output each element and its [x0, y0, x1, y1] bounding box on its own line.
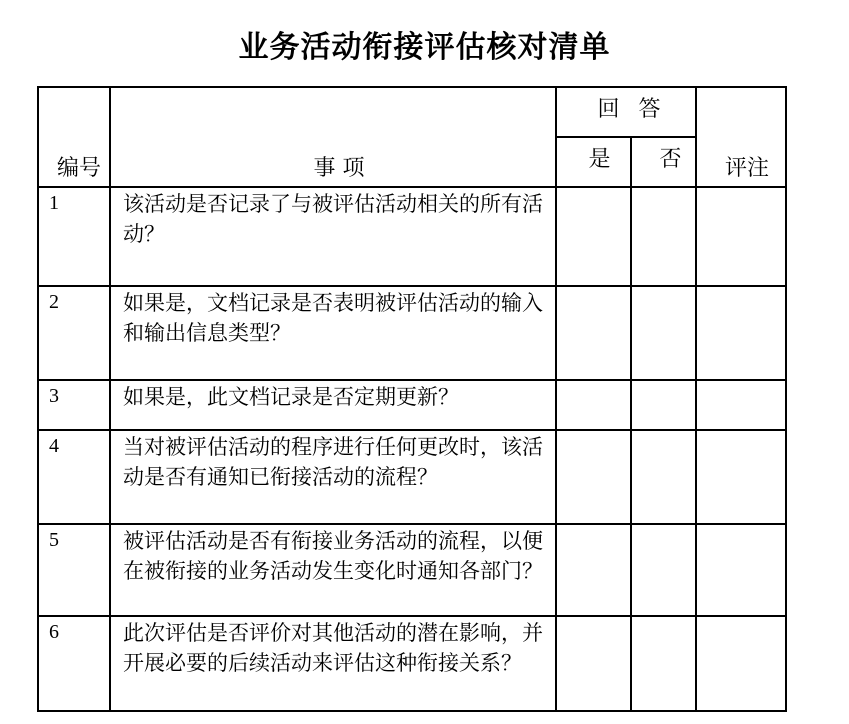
header-note: 评注 — [696, 87, 786, 187]
answer-no-cell[interactable] — [631, 380, 696, 430]
note-cell[interactable] — [696, 380, 786, 430]
answer-no-cell[interactable] — [631, 430, 696, 524]
note-cell[interactable] — [696, 524, 786, 616]
table-row — [38, 286, 786, 380]
header-answer: 回 答 — [556, 87, 696, 137]
answer-yes-cell[interactable] — [556, 616, 631, 711]
table-row — [38, 524, 786, 616]
header-item: 事 项 — [110, 87, 556, 187]
table-row — [38, 380, 786, 430]
answer-yes-cell[interactable] — [556, 380, 631, 430]
header-number: 编号 — [38, 87, 110, 187]
answer-no-cell[interactable] — [631, 524, 696, 616]
row-item: 此次评估是否评价对其他活动的潜在影响，并开展必要的后续活动来评估这种衔接关系？ — [110, 616, 556, 711]
note-cell[interactable] — [696, 430, 786, 524]
note-cell[interactable] — [696, 616, 786, 711]
answer-yes-cell[interactable] — [556, 286, 631, 380]
answer-no-cell[interactable] — [631, 286, 696, 380]
row-number: 4 — [38, 430, 110, 524]
row-item: 该活动是否记录了与被评估活动相关的所有活动？ — [110, 187, 556, 286]
note-cell[interactable] — [696, 187, 786, 286]
row-number: 1 — [38, 187, 110, 286]
table-row — [38, 616, 786, 711]
row-item: 如果是，文档记录是否表明被评估活动的输入和输出信息类型？ — [110, 286, 556, 380]
answer-no-cell[interactable] — [631, 187, 696, 286]
checklist-table — [37, 86, 787, 712]
table-row — [38, 430, 786, 524]
row-number: 5 — [38, 524, 110, 616]
header-yes: 是 — [556, 137, 631, 187]
answer-yes-cell[interactable] — [556, 524, 631, 616]
row-number: 3 — [38, 380, 110, 430]
answer-no-cell[interactable] — [631, 616, 696, 711]
row-item: 如果是，此文档记录是否定期更新？ — [110, 380, 556, 430]
header-no: 否 — [631, 137, 696, 187]
row-number: 2 — [38, 286, 110, 380]
row-item: 当对被评估活动的程序进行任何更改时，该活动是否有通知已衔接活动的流程？ — [110, 430, 556, 524]
answer-yes-cell[interactable] — [556, 430, 631, 524]
note-cell[interactable] — [696, 286, 786, 380]
table-row — [38, 187, 786, 286]
answer-yes-cell[interactable] — [556, 187, 631, 286]
row-item: 被评估活动是否有衔接业务活动的流程，以便在被衔接的业务活动发生变化时通知各部门？ — [110, 524, 556, 616]
page-title: 业务活动衔接评估核对清单 — [238, 30, 611, 65]
row-number: 6 — [38, 616, 110, 711]
